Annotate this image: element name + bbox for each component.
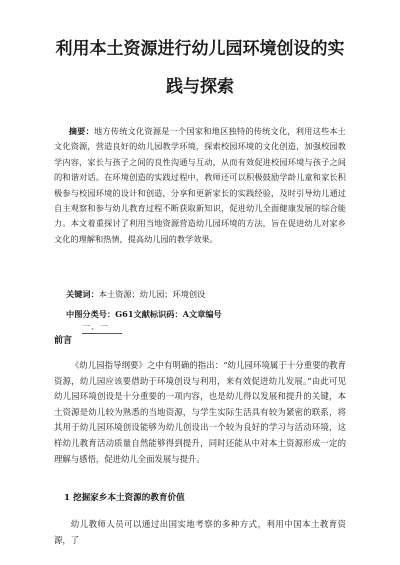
body-paragraph-2: 幼儿教师人员可以通过出国实地考察的多种方式，利用中国本土教育资源，了 [54, 519, 346, 545]
title-line-2: 践与探索 [166, 77, 234, 97]
keywords-text: 本土资源；幼儿园；环境创设 [98, 289, 206, 299]
section-heading-1: 1 挖掘家乡本土资源的教育价值 [64, 493, 185, 503]
preface-heading: 前言 [54, 336, 73, 346]
scan-artifact-mark: 一、一 [82, 321, 122, 334]
keywords [66, 287, 346, 301]
abstract [54, 124, 346, 247]
keywords-label: 关键词： [66, 289, 99, 299]
abstract-label: 摘要： [68, 126, 94, 136]
body-paragraph-1: 《幼儿园指导纲要》之中有明确的指出：“幼儿园环境属于十分重要的教育资源，幼儿园应该要借助于环境创设与利用，来有效促进幼儿发展。”由此可见幼儿园环境创设是十分重要的一项内容，也是幼儿得以发展和提升的关键，本土资源是幼儿较为熟悉的当地资源，与学生实际生活具有较为紧密的联系，将其用于幼儿园环境创设能够为幼儿创设出一个较为良好的学习与活动环境，这样幼儿教育活动质量自然能够得到提升，同时还能从中对本土资源形成一定的理解与感悟，促进幼儿全面发展与提升。 [54, 360, 346, 464]
abstract-text: 地方传统文化资源是一个国家和地区独特的传统文化，利用这些本土文化资源，营造良好的幼儿园教学环境，探索校园环境的文化创造，加强校园教学内容，家长与孩子之间的良性沟通与互动，从而有效促进校园环境与孩子之间的和谐对话。在环境创造的实践过程中，教师还可以积极鼓励学龄儿童和家长积极参与校园环境的设计和创造，分享和更新家长的实践经验，及时引导幼儿通过自主观察和参与幼儿教育过程不断获取新知识，促进幼儿全面健康发展的综合能力。本文着重探讨了利用当地资源营造幼儿园环境的方法，旨在促进幼儿对家乡文化的理解和热情，提高幼儿园的教学效果。 [54, 126, 346, 244]
classification-text: 中图分类号：G61文献标识码：A文章编号 [66, 309, 222, 319]
classification-line [66, 307, 346, 321]
title-line-1: 利用本土资源进行幼儿园环境创设的实 [55, 39, 345, 59]
